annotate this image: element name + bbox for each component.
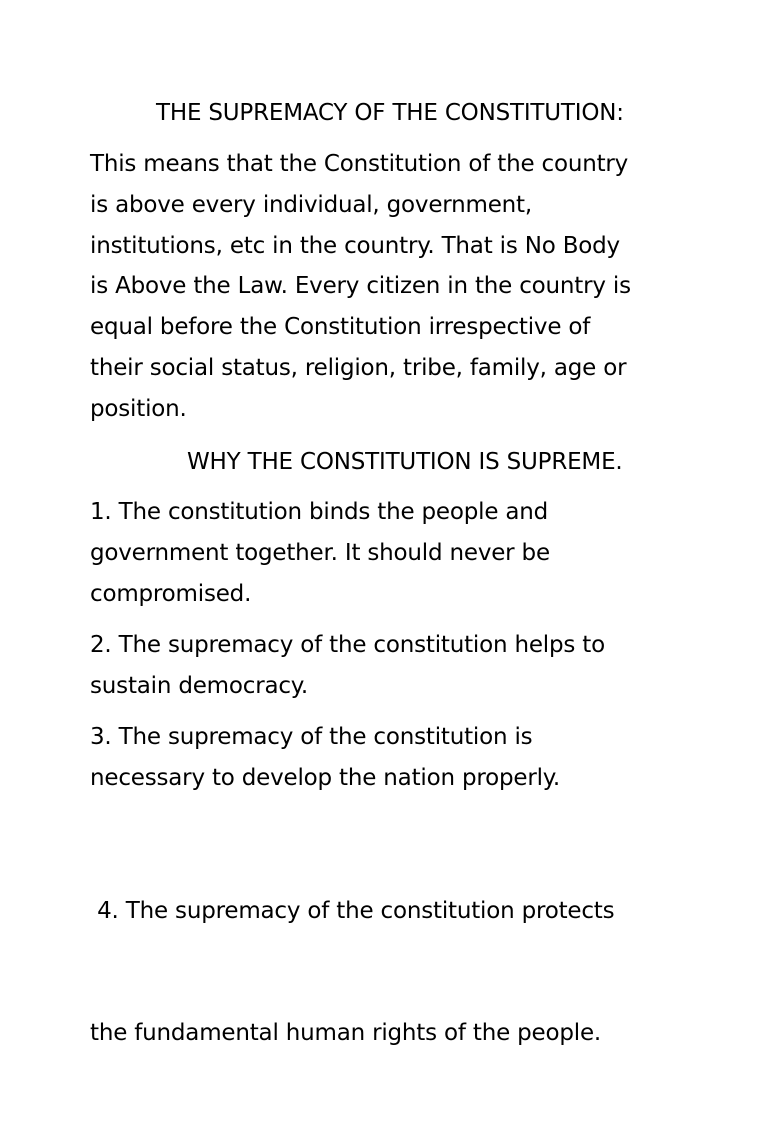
- point-line: sustain democracy.: [90, 672, 309, 699]
- intro-line: institutions, etc in the country. That is No Body: [90, 232, 620, 259]
- heading-why-supreme: WHY THE CONSTITUTION IS SUPREME.: [187, 449, 623, 475]
- point-line: 3. The supremacy of the constitution is: [90, 724, 533, 750]
- point-line: 4. The supremacy of the constitution protects: [90, 897, 615, 924]
- point-3: [90, 717, 690, 799]
- intro-line: position.: [90, 395, 187, 422]
- intro-line: is Above the Law. Every citizen in the country is: [90, 273, 631, 300]
- point-line: 1. The constitution binds the people and: [90, 499, 549, 525]
- point-line: the fundamental human rights of the people.: [90, 1019, 602, 1046]
- point-line: compromised.: [90, 580, 252, 607]
- heading-supremacy: THE SUPREMACY OF THE CONSTITUTION:: [156, 100, 624, 126]
- point-1: [90, 492, 690, 614]
- point-2: [90, 625, 690, 707]
- point-4: [90, 809, 690, 1135]
- point-line: 2. The supremacy of the constitution helps to: [90, 632, 605, 658]
- intro-line: equal before the Constitution irrespective of: [90, 314, 591, 341]
- intro-line: is above every individual, government,: [90, 191, 532, 218]
- intro-line: their social status, religion, tribe, family, age or: [90, 354, 627, 381]
- point-line: necessary to develop the nation properly.: [90, 764, 561, 791]
- point-line: government together. It should never be: [90, 539, 550, 566]
- intro-paragraph: [90, 144, 690, 430]
- intro-line: This means that the Constitution of the country: [90, 151, 629, 177]
